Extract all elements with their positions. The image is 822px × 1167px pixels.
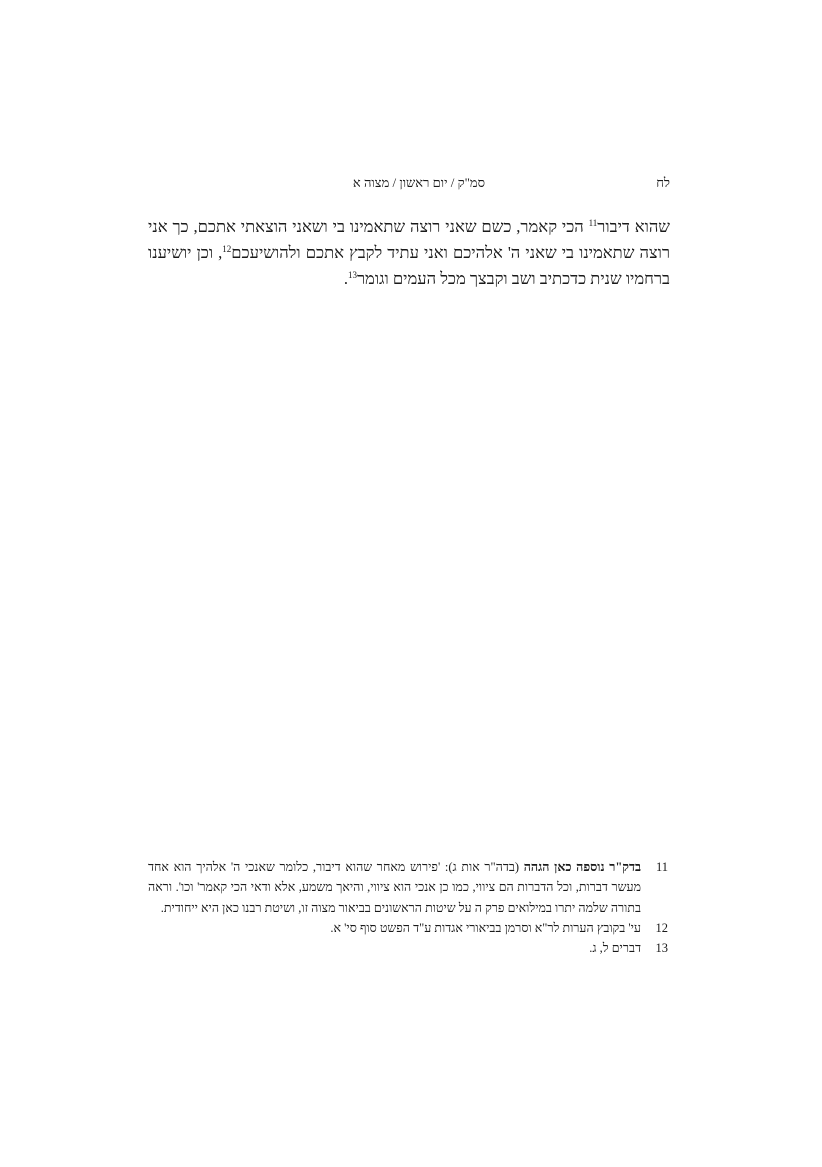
footnote-number: 12: [655, 920, 668, 935]
main-paragraph: [148, 214, 670, 292]
footnote-ref-13[interactable]: 13: [347, 270, 357, 280]
footnote-number: 13: [655, 941, 668, 956]
body-text-segment: שהוא דיבור: [597, 217, 670, 236]
footnote-text: דברים ל, ג.: [589, 941, 641, 956]
footnote-12: [148, 918, 670, 938]
footnote-text: [148, 857, 641, 918]
footnote-body: (בדה"ר אות ג): 'פירוש מאחר שהוא דיבור, כלומר שאנכי ה' אלהיך הוא אחד מעשר דברות, וכל הדברות הם ציווי, כמו כן אנכי הוא ציווי, והיאך משמע, אלא ודאי הכי קאמר' וכו'. וראה בתורה שלמה יתרו במילואים פרק ה על שיטות הראשונים בביאור מצוה זו, ושיטת רבנו כאן היא ייחודית.: [148, 860, 641, 915]
footnote-ref-12[interactable]: 12: [222, 244, 232, 254]
footnotes: [148, 857, 670, 958]
footnote-13: [148, 938, 670, 958]
footnote-ref-11[interactable]: 11: [588, 218, 598, 228]
footnote-bold-lead: בדק"ר נוספה כאן הגהה: [523, 860, 642, 874]
body-text-segment: , וכן יושיענו ברחמיו שנית כדכתיב ושב וקבצך מכל העמים וגומר: [148, 243, 670, 288]
running-title: סמ"ק / יום ראשון / מצוה א: [352, 175, 485, 190]
footnote-text: עי' בקובץ הערות לר"א וסרמן בביאורי אגדות ע"ד הפשט סוף סי' א.: [330, 920, 641, 935]
footnote-11: [148, 857, 670, 918]
page-number: לח: [656, 175, 670, 190]
running-head: [148, 175, 670, 195]
body-text-segment: .: [343, 269, 348, 288]
body-text-segment: הכי קאמר, כשם שאני רוצה שתאמינו בי ושאני הוצאתי אתכם, כך אני רוצה שתאמינו בי שאני ה' אלהיכם ואני עתיד לקבץ אתכם ולהושיעכם: [148, 217, 670, 262]
footnote-number: 11: [655, 860, 668, 874]
